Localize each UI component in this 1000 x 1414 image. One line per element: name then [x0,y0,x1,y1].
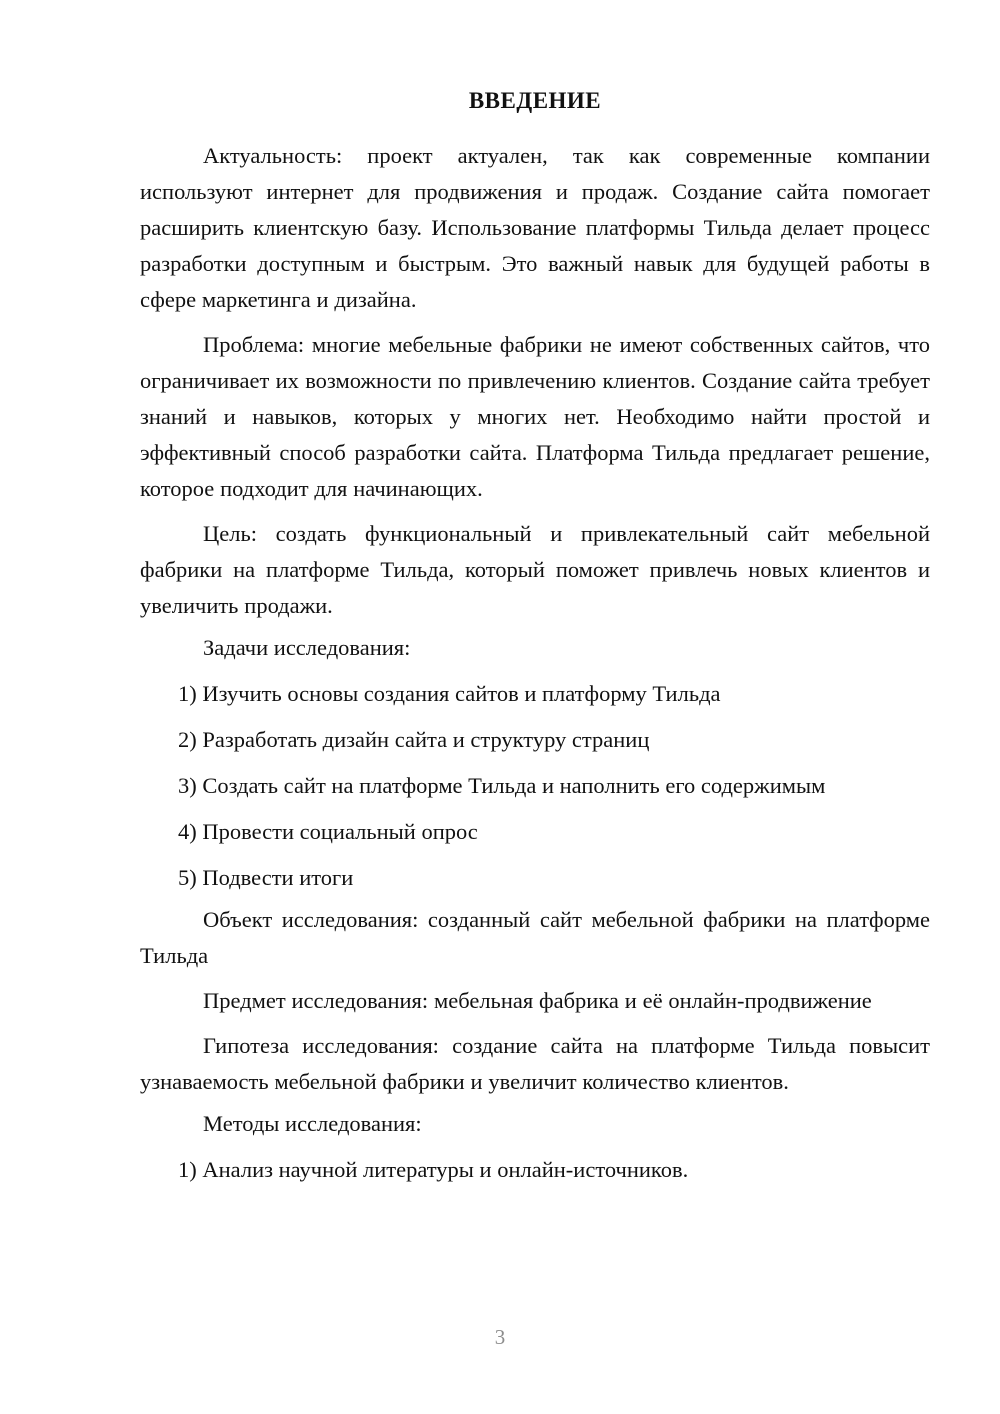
list-item: 1) Изучить основы создания сайтов и платформу Тильда [178,680,721,706]
methods-heading: Методы исследования: [203,1110,422,1136]
methods-list [140,1152,930,1188]
page-content [140,86,930,1194]
tasks-list [140,676,930,896]
paragraph-problem: Проблема: многие мебельные фабрики не имеют собственных сайтов, что ограничивает их возможности по привлечению клиентов. Создание сайта требует знаний и навыков, которых у многих нет. Необходимо найти простой и эффективный способ разработки сайта. Платформа Тильда предлагает решение, которое подходит для начинающих. [140,331,930,501]
list-item: 3) Создать сайт на платформе Тильда и наполнить его содержимым [178,772,826,798]
paragraph-subject: Предмет исследования: мебельная фабрика и её онлайн-продвижение [203,987,872,1013]
list-item: 1) Анализ научной литературы и онлайн-источников. [178,1156,689,1182]
paragraph-goal: Цель: создать функциональный и привлекательный сайт мебельной фабрики на платформе Тильда, который поможет привлечь новых клиентов и увеличить продажи. [140,520,930,618]
list-item: 2) Разработать дизайн сайта и структуру страниц [178,726,650,752]
tasks-heading: Задачи исследования: [203,634,411,660]
paragraph-object: Объект исследования: созданный сайт мебельной фабрики на платформе Тильда [140,906,930,968]
page-number: 3 [494,1325,506,1349]
list-item: 4) Провести социальный опрос [178,818,478,844]
list-item: 5) Подвести итоги [178,864,354,890]
page-title: ВВЕДЕНИЕ [468,88,602,113]
paragraph-relevance: Актуальность: проект актуален, так как современные компании используют интернет для продвижения и продаж. Создание сайта помогает расширить клиентскую базу. Использование платформы Тильда делает процесс разработки доступным и быстрым. Это важный навык для будущей работы в сфере маркетинга и дизайна. [140,142,930,312]
paragraph-hypothesis: Гипотеза исследования: создание сайта на платформе Тильда повысит узнаваемость мебельной фабрики и увеличит количество клиентов. [140,1032,930,1094]
